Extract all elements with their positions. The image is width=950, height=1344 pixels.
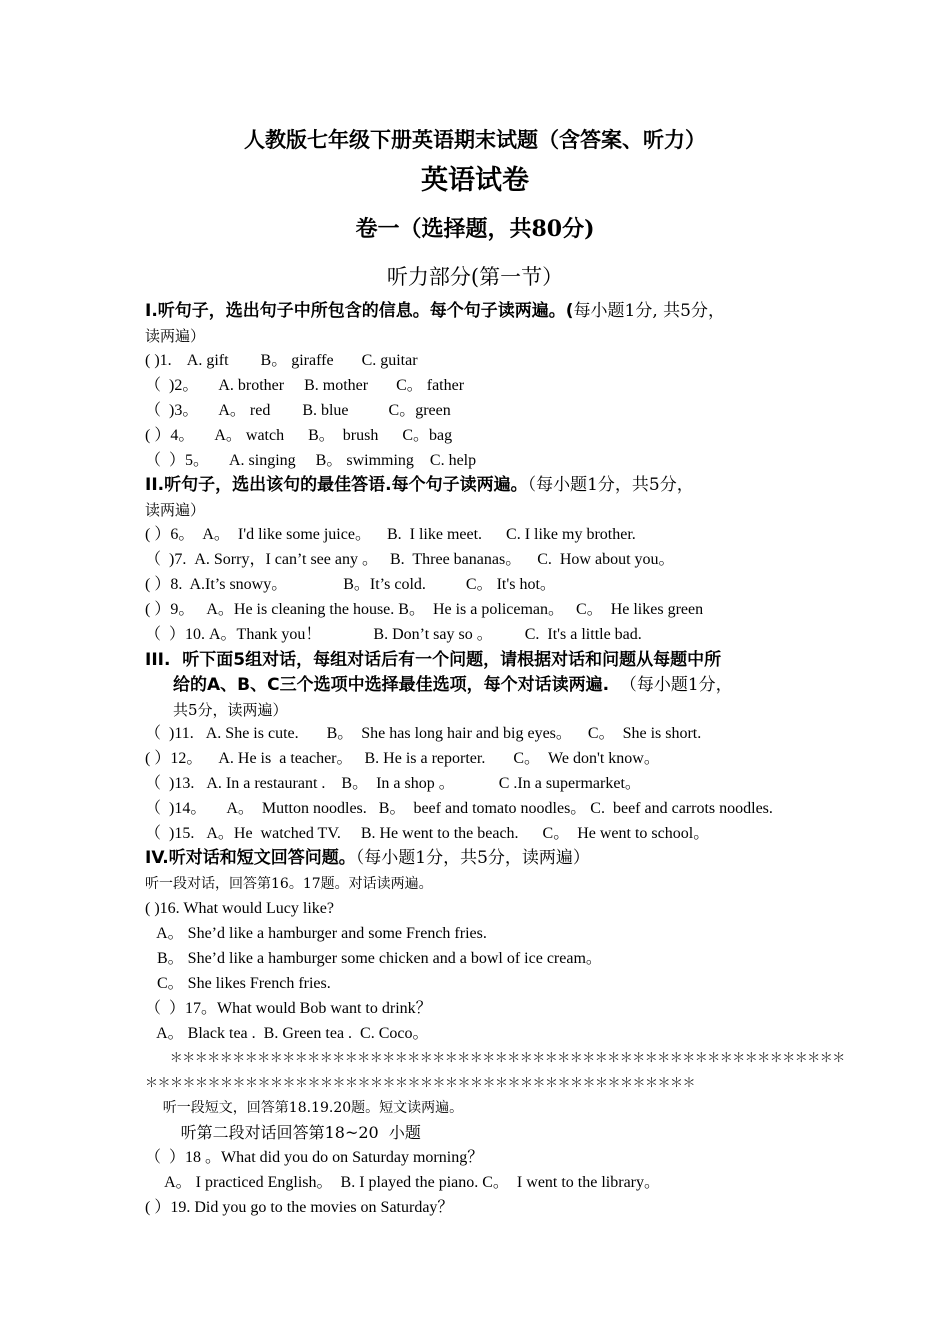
part4-heading-tail: （每小题1分，共5分，读两遍）: [355, 848, 590, 868]
part1-heading-tail: 每小题1分, 共5分，: [573, 301, 726, 321]
question-17: （ ）17。What would Bob want to drink？: [145, 1000, 432, 1017]
question-9: ( ）9。 A。He is cleaning the house. B。 He is a policeman。 C。 He likes green: [145, 601, 704, 618]
question-6: ( ）6。 A。 I'd like some juice。 B. I like meet. C. I like my brother.: [145, 526, 636, 543]
part3-heading-line2-tail: （每小题1分，: [609, 675, 733, 695]
paper-title: 英语试卷: [421, 165, 529, 196]
question-19: ( ）19. Did you go to the movies on Saturday？: [145, 1199, 454, 1216]
question-1: ( )1. A. gift B。 giraffe C. guitar: [145, 352, 418, 369]
part3-heading-line2-bold: 给的A、B、C三个选项中选择最佳选项，每个对话读两遍.: [173, 675, 610, 695]
question-12: ( ）12。 A. He is a teacher。 B. He is a reporter. C。 We don't know。: [145, 750, 660, 767]
part1-heading: [145, 301, 725, 321]
volume-title: 卷一（选择题，共80分): [355, 216, 595, 242]
part4-heading: [145, 848, 590, 868]
part4-intro-second-dialogue: 听第二段对话回答第18~20 小题: [145, 1123, 421, 1142]
question-18-options: A。 I practiced English。 B. I played the piano. C。 I went to the library。: [145, 1174, 661, 1191]
part3-heading-line2: [173, 675, 733, 695]
part1-heading-cont: 读两遍）: [145, 327, 206, 345]
question-16-option-b: B。 She’d like a hamburger some chicken and a bowl of ice cream。: [145, 950, 602, 967]
part2-heading-bold: II.听句子，选出该句的最佳答语.每个句子读两遍。: [145, 475, 528, 495]
star-divider-line2: ＊＊＊＊＊＊＊＊＊＊＊＊＊＊＊＊＊＊＊＊＊＊＊＊＊＊＊＊＊＊＊＊＊＊＊＊＊＊＊＊＊＊＊＊: [145, 1075, 696, 1090]
part4-intro-passage: 听一段短文，回答第18.19.20题。短文读两遍。: [145, 1100, 464, 1116]
star-divider-line1: ＊＊＊＊＊＊＊＊＊＊＊＊＊＊＊＊＊＊＊＊＊＊＊＊＊＊＊＊＊＊＊＊＊＊＊＊＊＊＊＊＊＊＊＊＊＊＊＊＊＊＊＊＊＊: [145, 1050, 845, 1065]
question-3: （ )3。 A。 red B. blue C。green: [145, 402, 451, 419]
part1-heading-bold: I.听句子，选出句子中所包含的信息。每个句子读两遍。(: [145, 301, 574, 321]
question-4: ( ）4。 A。 watch B。 brush C。bag: [145, 427, 453, 444]
question-8: ( ）8. A.It’s snowy。 B。It’s cold. C。 It's hot。: [145, 576, 556, 593]
question-14: （ )14。 A。 Mutton noodles. B。 beef and tomato noodles。 C. beef and carrots noodles.: [145, 800, 773, 817]
part3-heading-line1: III. 听下面5组对话，每组对话后有一个问题，请根据对话和问题从每题中所: [145, 650, 722, 670]
document-title: 人教版七年级下册英语期末试题（含答案、听力）: [244, 127, 706, 152]
question-13: （ )13. A. In a restaurant . B。 In a shop 。 C .In a supermarket。: [145, 775, 641, 792]
question-16: ( )16. What would Lucy like?: [145, 900, 334, 917]
section-title: 听力部分(第一节）: [386, 265, 564, 289]
question-16-option-a: A。 She’d like a hamburger and some French fries.: [145, 925, 487, 942]
question-18: （ ）18 。What did you do on Saturday morning？: [145, 1149, 484, 1166]
question-17-options: A。 Black tea . B. Green tea . C. Coco。: [145, 1025, 429, 1042]
question-11: （ )11. A. She is cute. B。 She has long hair and big eyes。 C。 She is short.: [145, 725, 702, 742]
question-5: （ ）5。 A. singing B。 swimming C. help: [145, 452, 477, 469]
part3-heading-line3: 共5分，读两遍）: [173, 701, 288, 719]
question-10: （ ）10. A。Thank you！ B. Don’t say so 。 C. It's a little bad.: [145, 626, 642, 643]
question-15: （ )15. A。He watched TV. B. He went to the beach. C。 He went to school。: [145, 825, 710, 842]
part2-heading-tail: （每小题1分，共5分，: [527, 475, 694, 495]
question-16-option-c: C。 She likes French fries.: [145, 975, 331, 992]
question-7: （ )7. A. Sorry，I can’t see any 。 B. Three bananas。 C. How about you。: [145, 551, 675, 568]
part4-intro-dialogue: 听一段对话，回答第16。17题。对话读两遍。: [145, 876, 433, 892]
part4-heading-bold: IV.听对话和短文回答问题。: [145, 848, 356, 868]
part2-heading: [145, 475, 694, 495]
part2-heading-cont: 读两遍）: [145, 501, 206, 519]
question-2: （ )2。 A. brother B. mother C。 father: [145, 377, 465, 394]
